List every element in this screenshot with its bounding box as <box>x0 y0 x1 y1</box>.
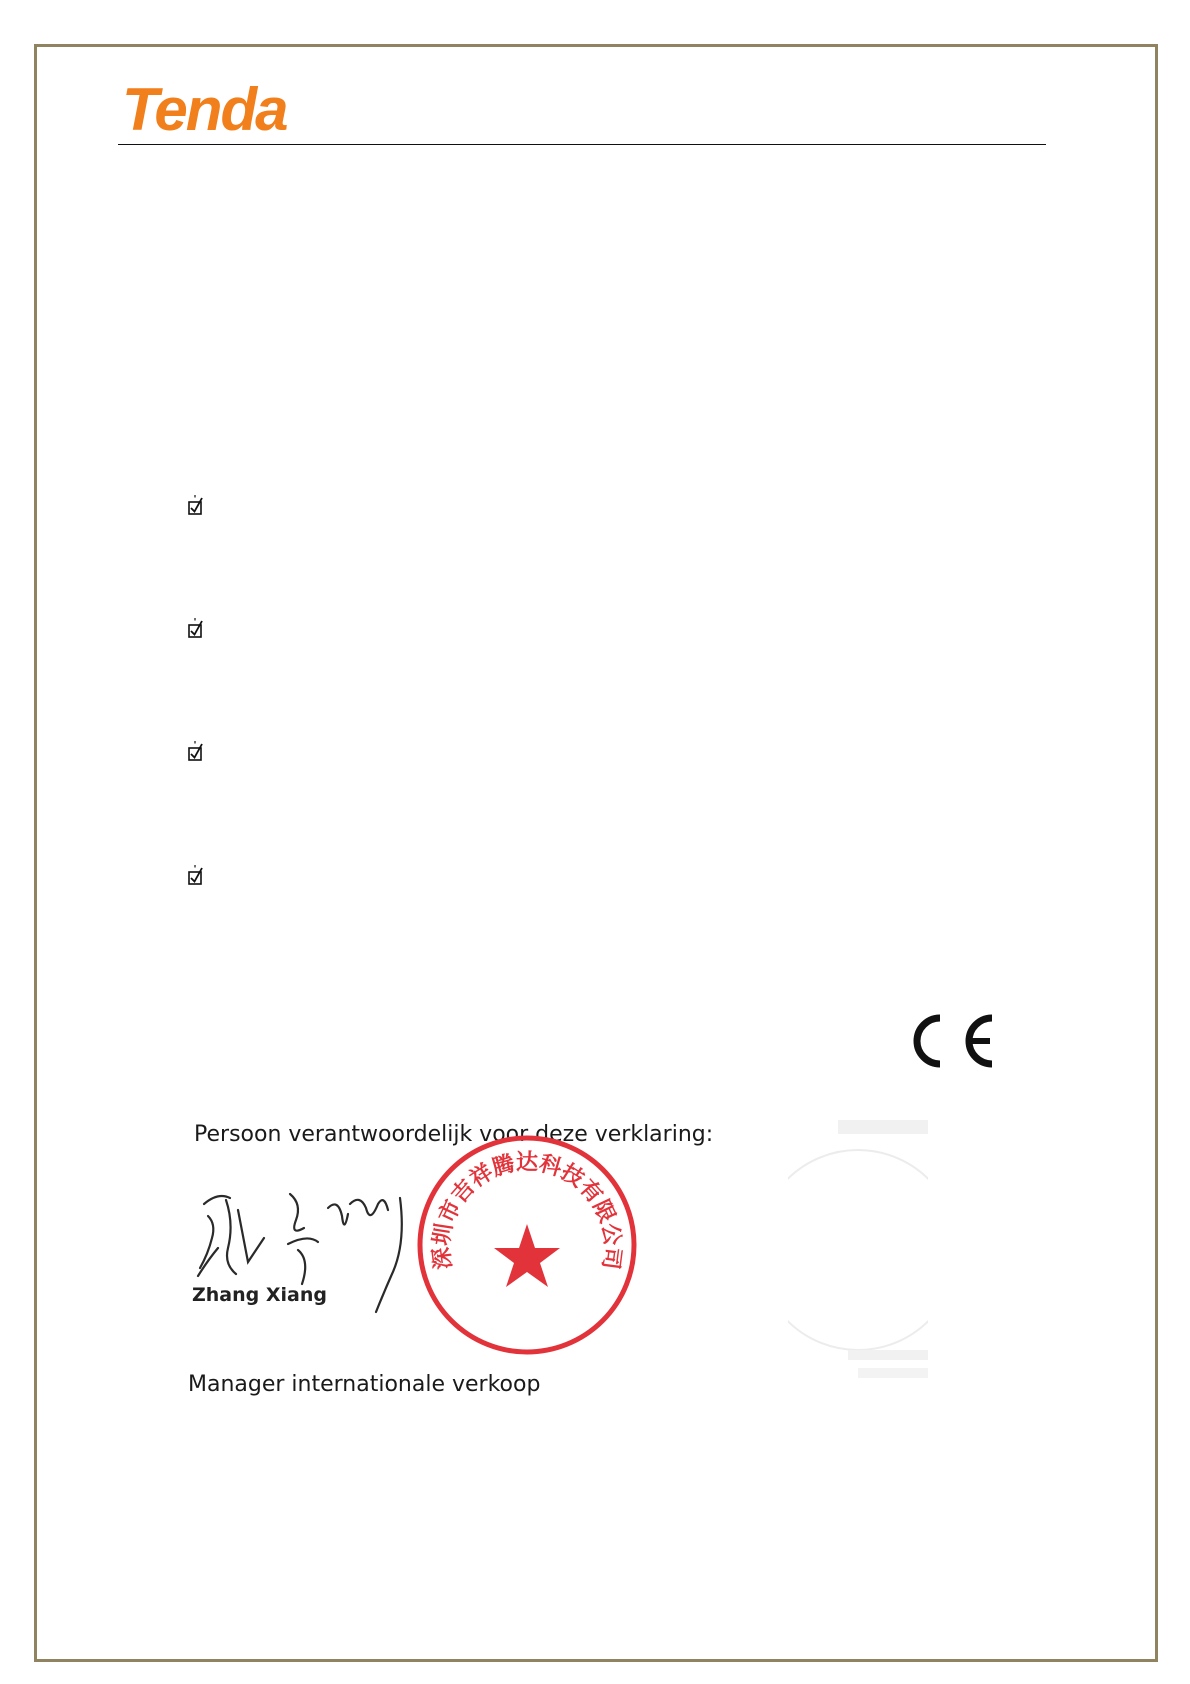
faded-background-seal <box>788 1100 928 1400</box>
tenda-logo <box>118 78 418 144</box>
responsible-label: Persoon verantwoordelijk voor deze verklaring: <box>194 1122 714 1147</box>
signer-name: Zhang Xiang <box>192 1284 327 1306</box>
svg-text:Tenda: Tenda <box>122 78 287 143</box>
svg-text:深圳市吉祥腾达科技有限公司: 深圳市吉祥腾达科技有限公司 <box>429 1150 625 1271</box>
checkbox-checked-icon <box>186 740 206 764</box>
ce-mark-icon <box>908 1010 1000 1072</box>
checkbox-checked-icon <box>186 864 206 888</box>
header-rule <box>118 144 1046 145</box>
checkbox-checked-icon <box>186 617 206 641</box>
company-seal-star-icon <box>414 1132 640 1358</box>
checkbox-checked-icon <box>186 494 206 518</box>
signer-title: Manager internationale verkoop <box>188 1372 541 1397</box>
signature-block <box>178 1088 940 1418</box>
page-border <box>34 44 1158 1662</box>
